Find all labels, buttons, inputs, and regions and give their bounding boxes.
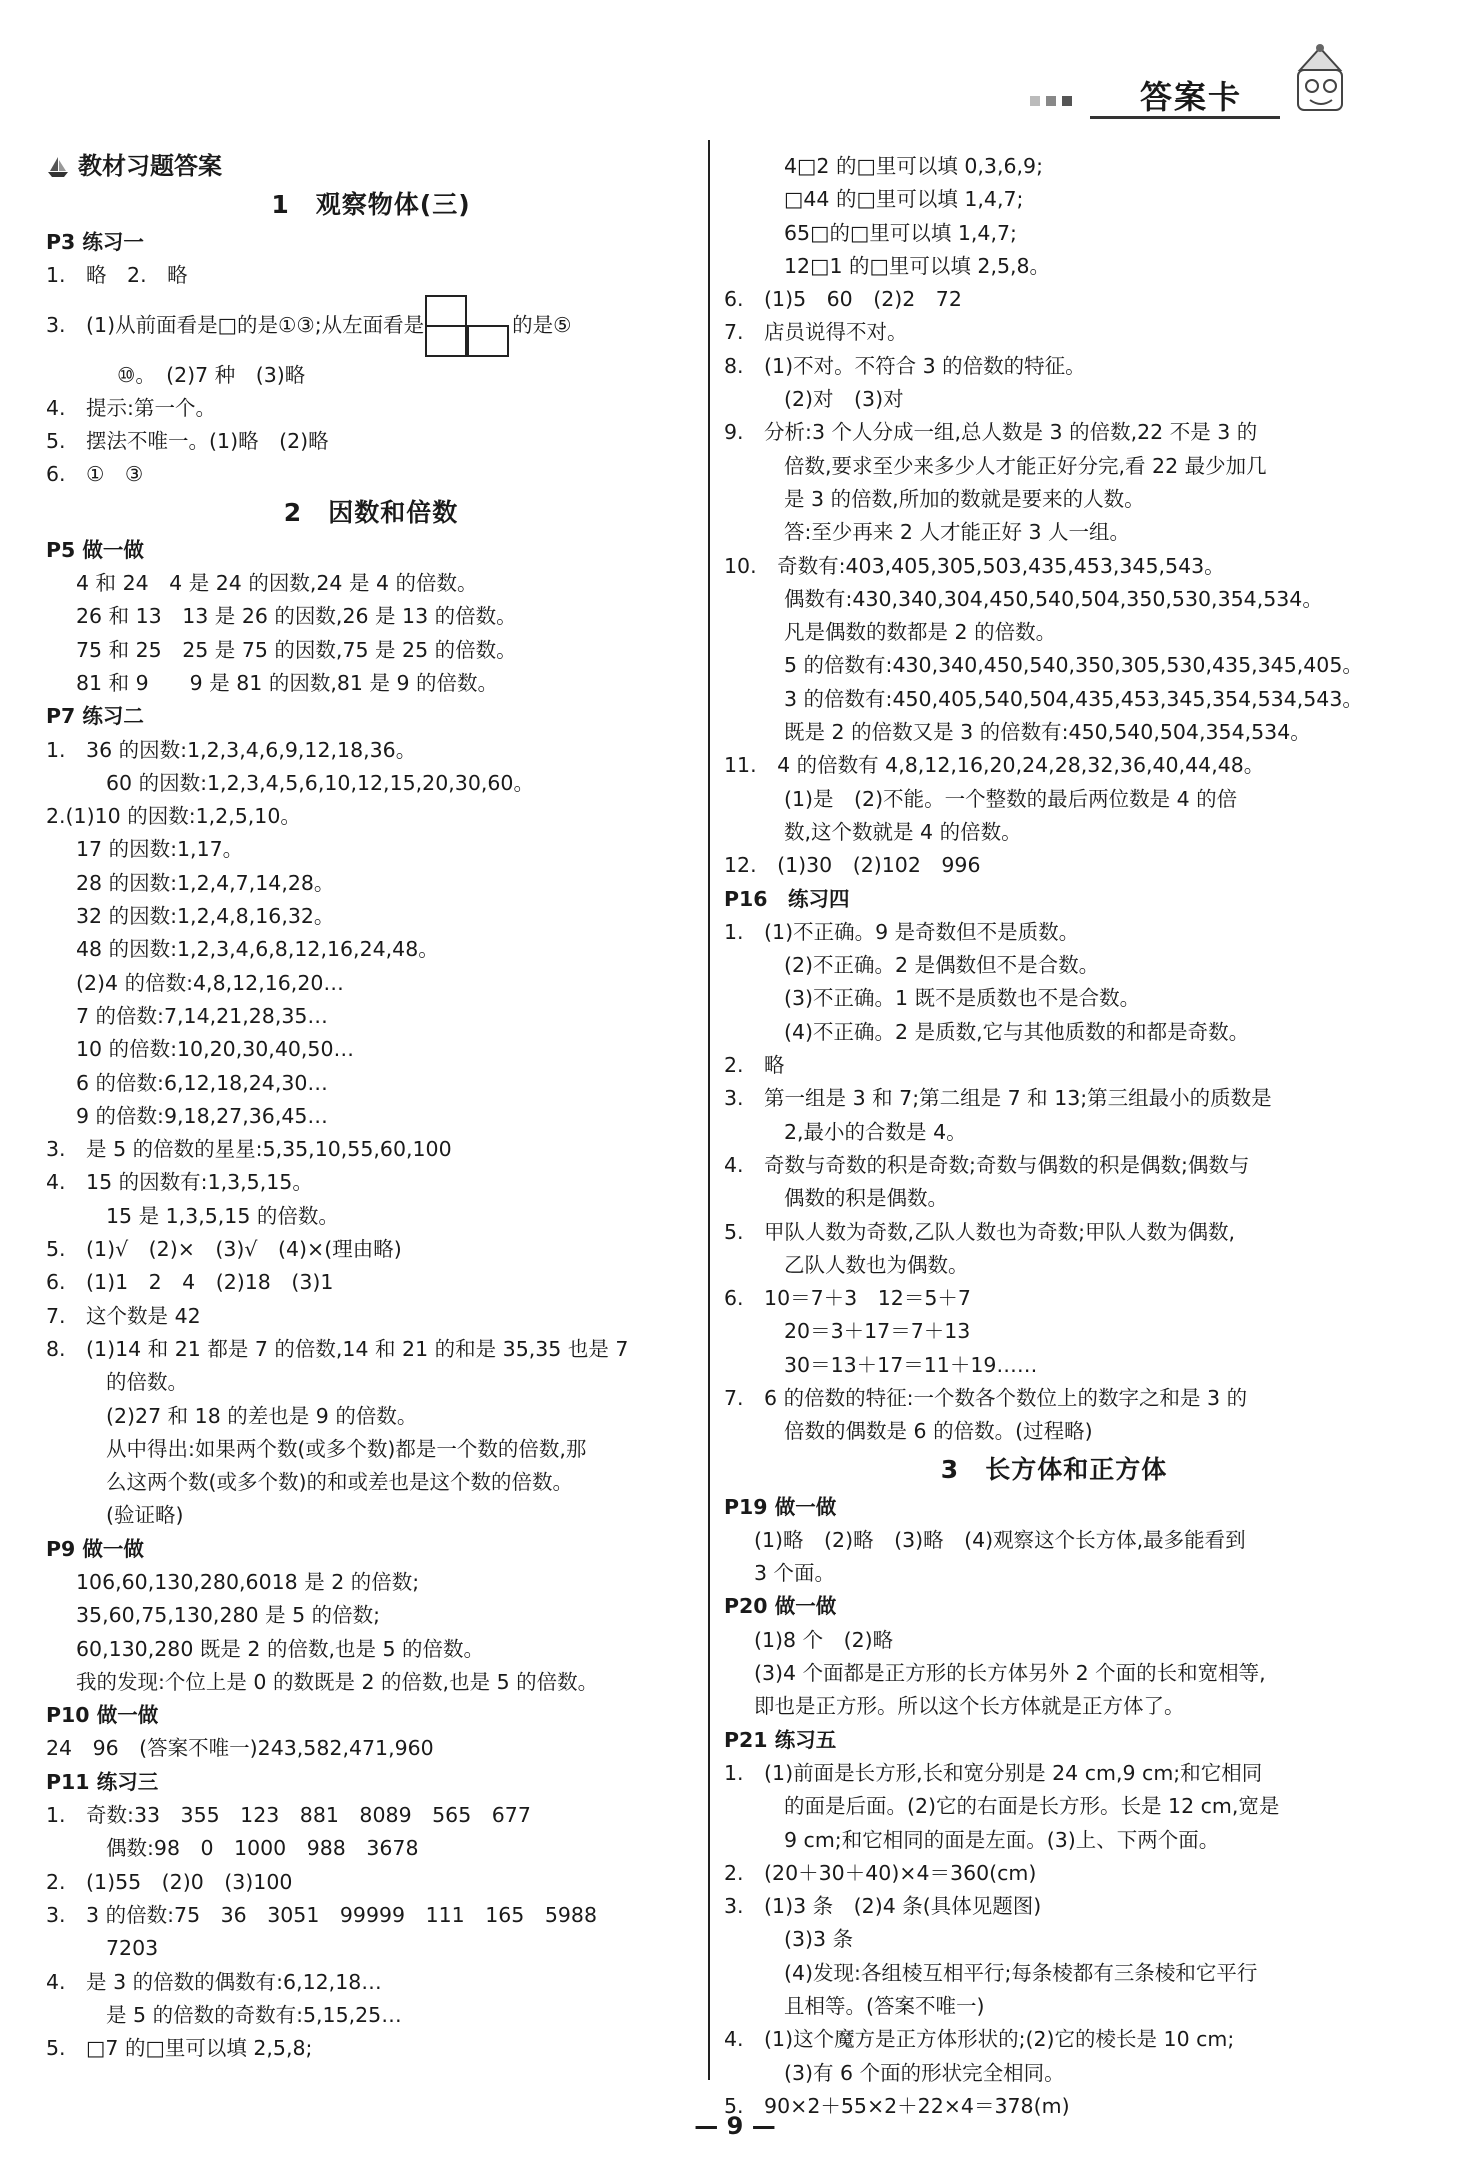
header-title: 答案卡 — [1140, 78, 1243, 116]
answer-line: 20＝3＋17＝7＋13 — [784, 1319, 971, 1344]
answer-line: 1. 略 2. 略 — [46, 263, 188, 288]
answer-line: 凡是偶数的数都是 2 的倍数。 — [784, 620, 1057, 645]
answer-line: 7. 这个数是 42 — [46, 1303, 201, 1328]
answer-line: 4. (1)这个魔方是正方体形状的;(2)它的棱长是 10 cm; — [724, 2027, 1235, 2052]
answer-line: 2. (20＋30＋40)×4＝360(cm) — [724, 1860, 1037, 1885]
exercise-label: P9 做一做 — [46, 1536, 144, 1561]
answer-line: 倍数,要求至少来多少人才能正好分完,看 22 最少加几 — [784, 453, 1267, 478]
answer-line: 么这两个数(或多个数)的和或差也是这个数的倍数。 — [106, 1470, 573, 1495]
answer-text: 的是⑤ — [512, 312, 572, 337]
answer-line: 偶数:98 0 1000 988 3678 — [106, 1836, 419, 1861]
answer-line: (3)3 条 — [784, 1927, 854, 1952]
answer-line: 是 3 的倍数,所加的数就是要来的人数。 — [784, 486, 1145, 511]
answer-line: (验证略) — [106, 1503, 184, 1528]
exercise-label: P5 做一做 — [46, 537, 144, 562]
answer-line: 10. 奇数有:403,405,305,503,435,453,345,543。 — [724, 553, 1225, 578]
exercise-label: P20 做一做 — [724, 1594, 837, 1619]
answer-line: 12. (1)30 (2)102 996 — [724, 853, 981, 878]
answer-line: (2)不正确。2 是偶数但不是合数。 — [784, 953, 1100, 978]
answer-line: 6. (1)1 2 4 (2)18 (3)1 — [46, 1270, 334, 1295]
answer-line: 1. 36 的因数:1,2,3,4,6,9,12,18,36。 — [46, 737, 417, 762]
answer-line: 7. 6 的倍数的特征:一个数各个数位上的数字之和是 3 的 — [724, 1385, 1248, 1410]
answer-line: 30＝13＋17＝11＋19…… — [784, 1352, 1038, 1377]
boat-icon — [46, 155, 70, 179]
exercise-label: P16 练习四 — [724, 886, 850, 911]
section-heading: 3 长方体和正方体 — [940, 1454, 1168, 1484]
answer-line: (3)有 6 个面的形状完全相同。 — [784, 2060, 1065, 2085]
answer-line: 81 和 9 9 是 81 的因数,81 是 9 的倍数。 — [76, 670, 499, 695]
answer-line: (2)对 (3)对 — [784, 387, 904, 412]
answer-line: 28 的因数:1,2,4,7,14,28。 — [76, 870, 335, 895]
answer-line: 的面是后面。(2)它的右面是长方形。长是 12 cm,宽是 — [784, 1794, 1280, 1819]
answer-line: (1)8 个 (2)略 — [754, 1627, 894, 1652]
answer-line-diagram — [46, 293, 696, 359]
answer-line: □44 的□里可以填 1,4,7; — [784, 187, 1024, 212]
answer-line: 60,130,280 既是 2 的倍数,也是 5 的倍数。 — [76, 1636, 485, 1661]
answer-line: 106,60,130,280,6018 是 2 的倍数; — [76, 1569, 420, 1594]
answer-line: 5. 甲队人数为奇数,乙队人数也为奇数;甲队人数为偶数, — [724, 1219, 1235, 1244]
answer-line: 3. (1)3 条 (2)4 条(具体见题图) — [724, 1894, 1042, 1919]
answer-line: 3 个面。 — [754, 1561, 836, 1586]
answer-line: 7 的倍数:7,14,21,28,35… — [76, 1003, 328, 1028]
answer-line: 偶数有:430,340,304,450,540,504,350,530,354,534。 — [784, 586, 1323, 611]
answer-line: 答:至少再来 2 人才能正好 3 人一组。 — [784, 520, 1131, 545]
answer-line: 6. ① ③ — [46, 462, 144, 487]
answer-line: 6. (1)5 60 (2)2 72 — [724, 287, 962, 312]
answer-line: (1)略 (2)略 (3)略 (4)观察这个长方体,最多能看到 — [754, 1527, 1246, 1552]
right-column — [724, 150, 1384, 2123]
answer-line: (1)是 (2)不能。一个整数的最后两位数是 4 的倍 — [784, 786, 1238, 811]
section-heading: 1 观察物体(三) — [271, 190, 471, 219]
answer-line: 数,这个数就是 4 的倍数。 — [784, 819, 1022, 844]
exercise-label: P19 做一做 — [724, 1494, 837, 1519]
exercise-label: P21 练习五 — [724, 1727, 837, 1752]
answer-line: 5 的倍数有:430,340,450,540,350,305,530,435,345,405。 — [784, 653, 1363, 678]
answer-line: 3 的倍数有:450,405,540,504,435,453,345,354,534,543。 — [784, 686, 1363, 711]
answer-line: 的倍数。 — [106, 1370, 188, 1395]
answer-line: 6. 10＝7＋3 12＝5＋7 — [724, 1286, 971, 1311]
answer-line: 9 的倍数:9,18,27,36,45… — [76, 1103, 328, 1128]
answer-line: 65□的□里可以填 1,4,7; — [784, 220, 1017, 245]
answer-line: 乙队人数也为偶数。 — [784, 1252, 969, 1277]
answer-line: 1. (1)不正确。9 是奇数但不是质数。 — [724, 919, 1080, 944]
answer-line: 17 的因数:1,17。 — [76, 837, 244, 862]
answer-line: 5. 90×2＋55×2＋22×4＝378(m) — [724, 2093, 1070, 2118]
answer-line: 5. 摆法不唯一。(1)略 (2)略 — [46, 429, 329, 454]
section-banner — [46, 150, 696, 184]
exercise-label: P3 练习一 — [46, 230, 144, 254]
answer-line: 10 的倍数:10,20,30,40,50… — [76, 1037, 355, 1062]
answer-line: 32 的因数:1,2,4,8,16,32。 — [76, 904, 335, 929]
answer-line: 2. 略 — [724, 1053, 785, 1078]
answer-line: (3)4 个面都是正方形的长方体另外 2 个面的长和宽相等, — [754, 1661, 1266, 1686]
answer-line: 是 5 的倍数的奇数有:5,15,25… — [106, 2002, 402, 2027]
answer-line: (4)发现:各组棱互相平行;每条棱都有三条棱和它平行 — [784, 1960, 1258, 1985]
answer-line: 3. 是 5 的倍数的星星:5,35,10,55,60,100 — [46, 1137, 452, 1162]
answer-line: (3)不正确。1 既不是质数也不是合数。 — [784, 986, 1141, 1011]
answer-line: 即也是正方形。所以这个长方体就是正方体了。 — [754, 1694, 1185, 1719]
answer-line: 4. 是 3 的倍数的偶数有:6,12,18… — [46, 1969, 382, 1994]
answer-line: 15 是 1,3,5,15 的倍数。 — [106, 1203, 339, 1228]
answer-line: (2)27 和 18 的差也是 9 的倍数。 — [106, 1403, 418, 1428]
answer-line: 9 cm;和它相同的面是左面。(3)上、下两个面。 — [784, 1827, 1220, 1852]
answer-line: 12□1 的□里可以填 2,5,8。 — [784, 253, 1051, 278]
answer-line: 3. 3 的倍数:75 36 3051 99999 111 165 5988 — [46, 1902, 598, 1927]
answer-line: 6 的倍数:6,12,18,24,30… — [76, 1070, 328, 1095]
answer-line: 倍数的偶数是 6 的倍数。(过程略) — [784, 1419, 1093, 1444]
page-number: — 9 — — [694, 2112, 776, 2140]
column-divider — [708, 140, 710, 2080]
answer-line: 8. (1)不对。不符合 3 的倍数的特征。 — [724, 353, 1086, 378]
answer-line: 2,最小的合数是 4。 — [784, 1119, 967, 1144]
answer-line: 4 和 24 4 是 24 的因数,24 是 4 的倍数。 — [76, 571, 478, 596]
answer-line: 60 的因数:1,2,3,4,5,6,10,12,15,20,30,60。 — [106, 770, 534, 795]
answer-line: 4. 15 的因数有:1,3,5,15。 — [46, 1170, 313, 1195]
answer-line: 11. 4 的倍数有 4,8,12,16,20,24,28,32,36,40,44,48。 — [724, 753, 1265, 778]
answer-line: 3. 第一组是 3 和 7;第二组是 7 和 13;第三组最小的质数是 — [724, 1086, 1272, 1111]
answer-line: 5. □7 的□里可以填 2,5,8; — [46, 2036, 313, 2061]
answer-line: 既是 2 的倍数又是 3 的倍数有:450,540,504,354,534。 — [784, 720, 1311, 745]
left-view-shape-icon — [424, 294, 512, 358]
answer-line: 偶数的积是偶数。 — [784, 1186, 948, 1211]
header-card — [1030, 60, 1360, 120]
answer-line: 4. 奇数与奇数的积是奇数;奇数与偶数的积是偶数;偶数与 — [724, 1152, 1250, 1177]
answer-line: 2.(1)10 的因数:1,2,5,10。 — [46, 804, 301, 829]
exercise-label: P10 做一做 — [46, 1703, 159, 1728]
answer-line: 4□2 的□里可以填 0,3,6,9; — [784, 154, 1043, 178]
answer-line: 75 和 25 25 是 75 的因数,75 是 25 的倍数。 — [76, 637, 517, 662]
exercise-label: P7 练习二 — [46, 704, 144, 729]
answer-text: 3. (1)从前面看是□的是①③;从左面看是 — [46, 312, 425, 337]
answer-line: 7. 店员说得不对。 — [724, 320, 908, 345]
answer-line: ⑩。 (2)7 种 (3)略 — [76, 362, 306, 387]
banner-text: 教材习题答案 — [78, 152, 222, 181]
answer-line: 48 的因数:1,2,3,4,6,8,12,16,24,48。 — [76, 937, 439, 962]
answer-line: (2)4 的倍数:4,8,12,16,20… — [76, 970, 344, 995]
answer-line: 1. (1)前面是长方形,长和宽分别是 24 cm,9 cm;和它相同 — [724, 1760, 1263, 1785]
answer-line: 9. 分析:3 个人分成一组,总人数是 3 的倍数,22 不是 3 的 — [724, 420, 1258, 445]
exercise-label: P11 练习三 — [46, 1769, 159, 1794]
answer-line: 4. 提示:第一个。 — [46, 395, 216, 420]
answer-line: 24 96 (答案不唯一)243,582,471,960 — [46, 1736, 434, 1761]
answer-line: 我的发现:个位上是 0 的数既是 2 的倍数,也是 5 的倍数。 — [76, 1669, 599, 1694]
answer-line: 2. (1)55 (2)0 (3)100 — [46, 1869, 293, 1894]
answer-line: 且相等。(答案不唯一) — [784, 1994, 985, 2019]
answer-line: 1. 奇数:33 355 123 881 8089 565 677 — [46, 1803, 531, 1828]
answer-line: 26 和 13 13 是 26 的因数,26 是 13 的倍数。 — [76, 604, 517, 629]
header-dots — [1030, 96, 1072, 106]
answer-line: 从中得出:如果两个数(或多个数)都是一个数的倍数,那 — [106, 1436, 587, 1461]
mascot-icon — [1280, 40, 1360, 130]
answer-line: 5. (1)√ (2)× (3)√ (4)×(理由略) — [46, 1237, 402, 1262]
answer-line: 8. (1)14 和 21 都是 7 的倍数,14 和 21 的和是 35,35 也是 7 — [46, 1336, 629, 1361]
header-title-box — [1090, 72, 1280, 119]
answer-line: (4)不正确。2 是质数,它与其他质数的和都是奇数。 — [784, 1019, 1250, 1044]
answer-line: 35,60,75,130,280 是 5 的倍数; — [76, 1603, 381, 1628]
answer-line: 7203 — [106, 1936, 159, 1961]
left-column — [46, 150, 696, 2065]
section-heading: 2 因数和倍数 — [283, 497, 459, 527]
